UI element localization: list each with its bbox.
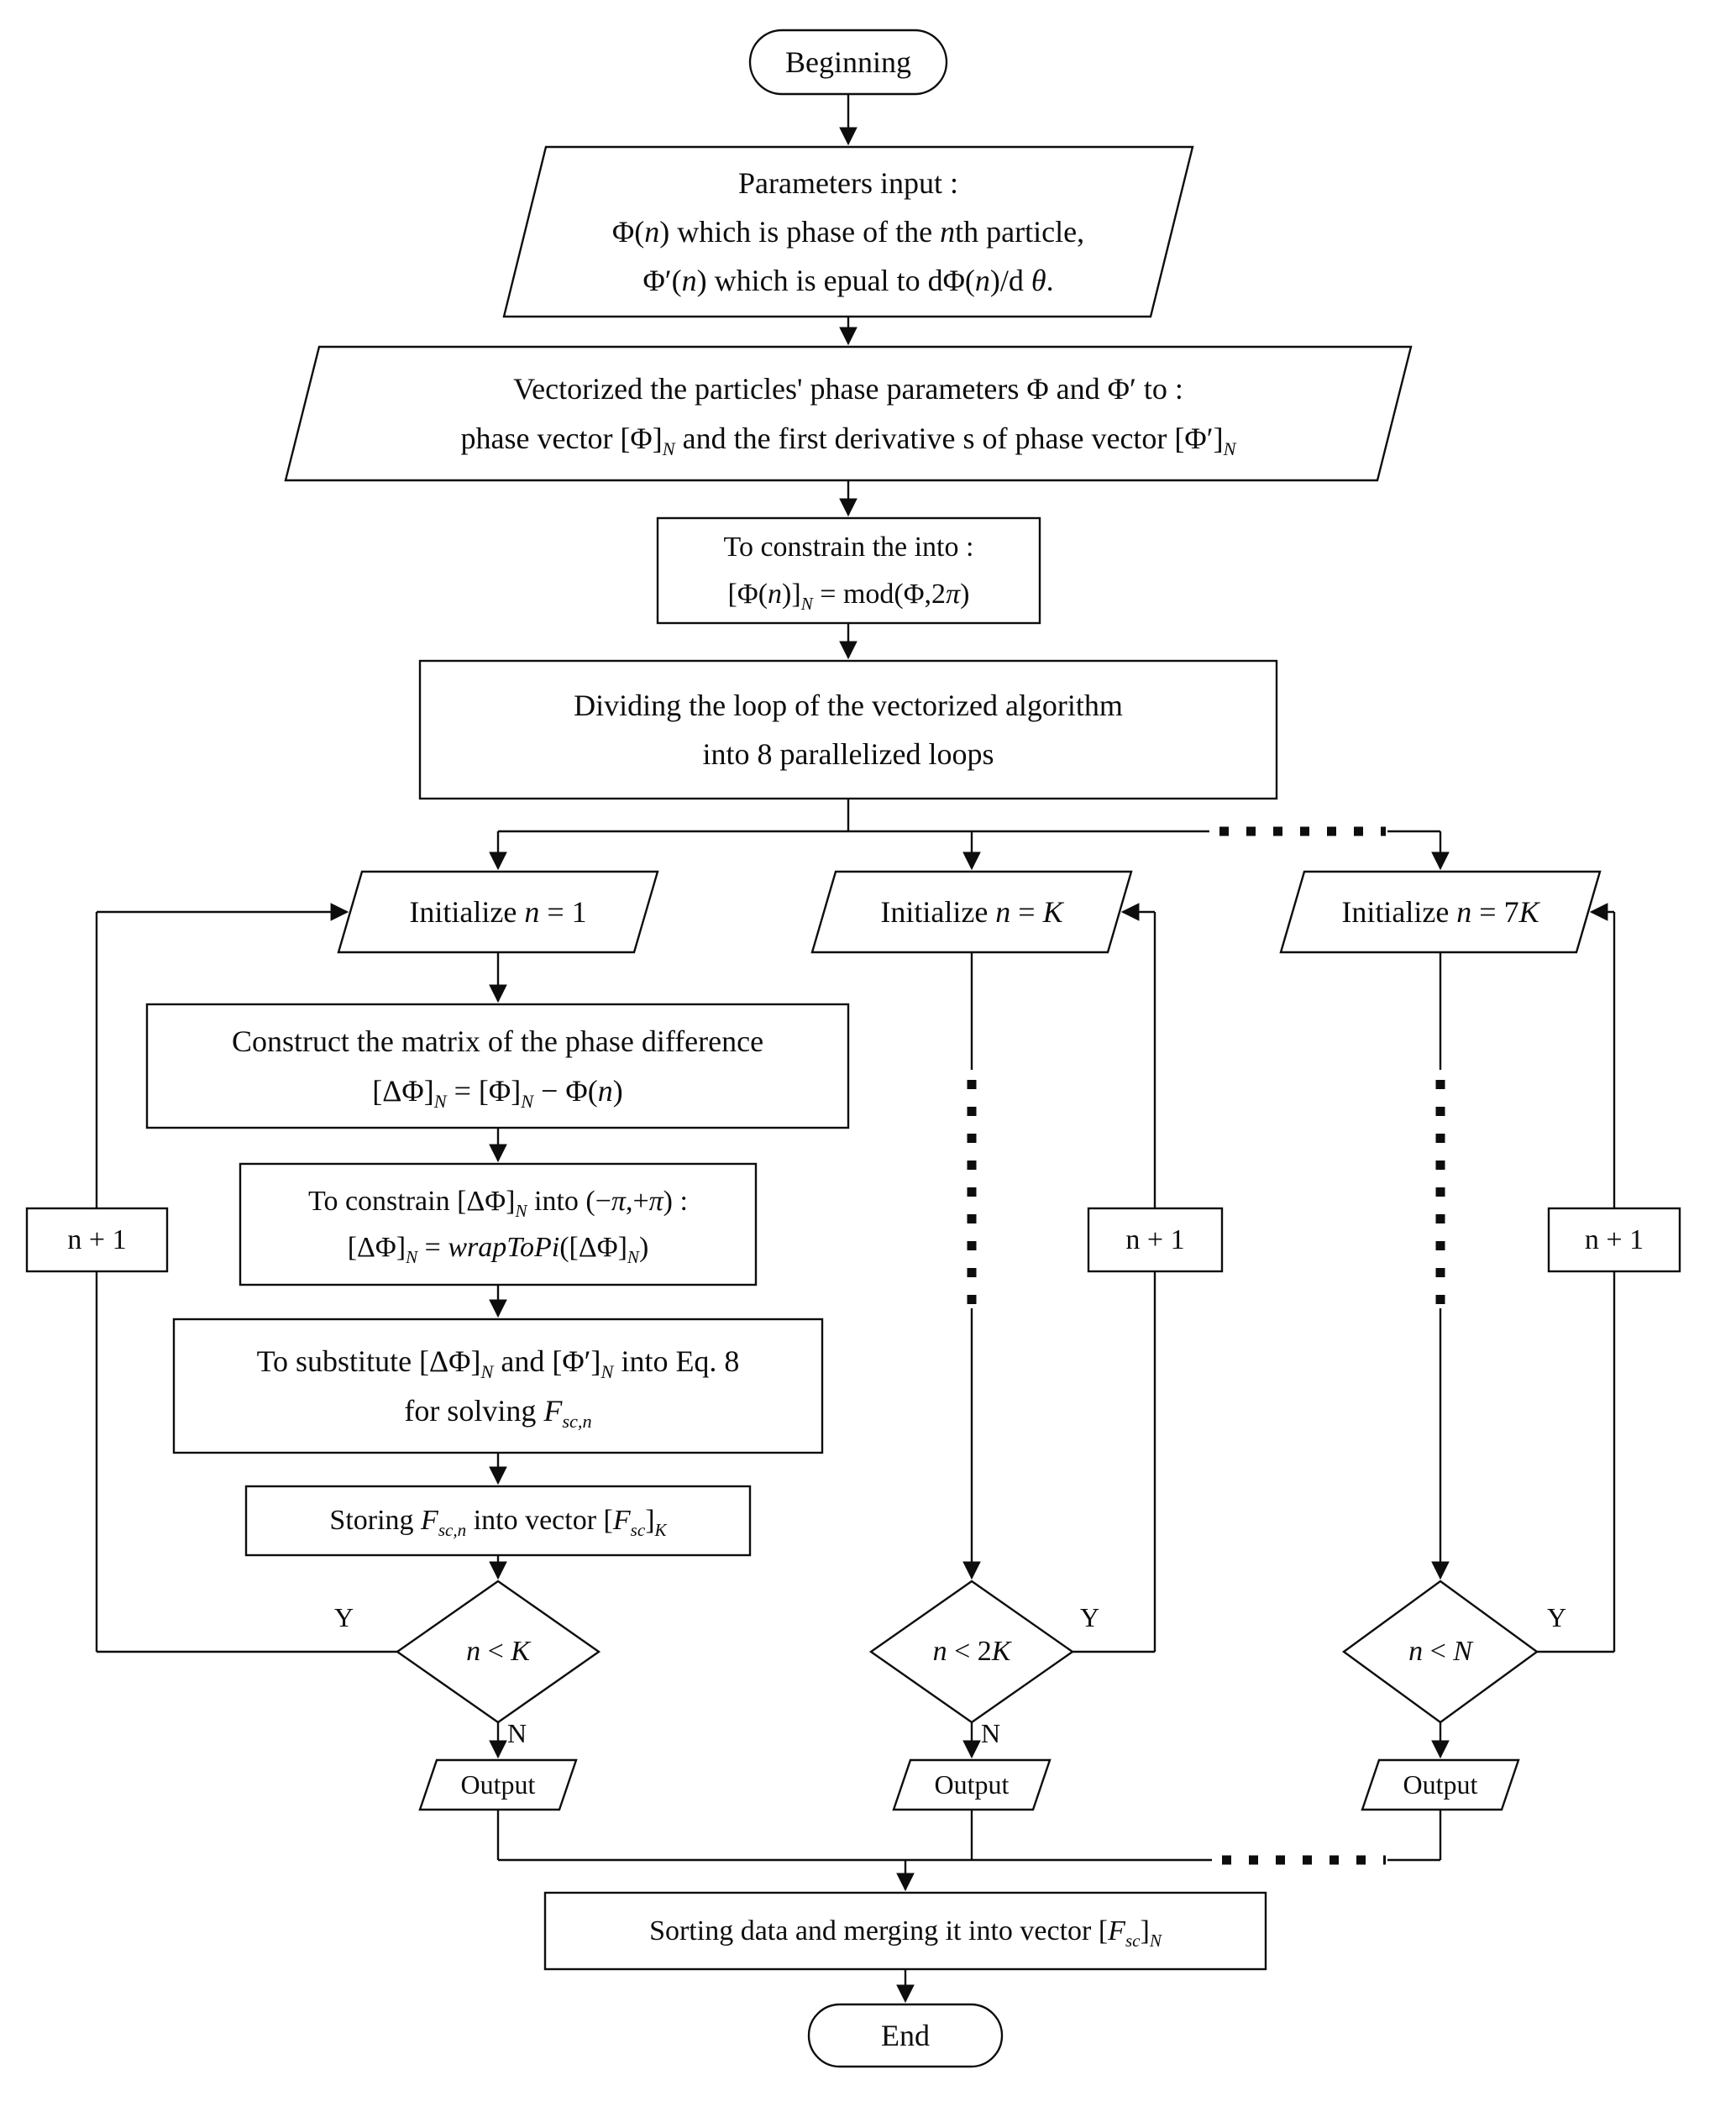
output1-node <box>420 1760 576 1810</box>
init1-node <box>338 872 658 952</box>
end-label: End <box>881 2018 930 2052</box>
substitute-line-1: To substitute $[\Delta\Phi]_N$ and $[\Phi']_N$ into Eq. 8 <box>256 1344 740 1383</box>
cond1-no-label: N <box>507 1718 527 1748</box>
output2-node <box>894 1760 1050 1810</box>
increment1-label: n + 1 <box>67 1223 127 1255</box>
params-line-1: Parameters input : <box>738 165 958 200</box>
increment3-node <box>1549 1208 1680 1271</box>
cond2-no-label: N <box>981 1718 1001 1748</box>
vectorize-node <box>302 352 1394 475</box>
start-label: Beginning <box>785 45 911 79</box>
constrain-phase-node <box>662 522 1036 619</box>
output3-label: Output <box>1403 1768 1478 1800</box>
wrap-line-2: $[\Delta\Phi]_N$ = $wrapToPi([\Delta\Phi]_N)$ <box>347 1232 649 1267</box>
sorting-label: Sorting data and merging it into vector $[F_{sc}]_N$ <box>649 1915 1162 1951</box>
wrap-line-1: To constrain $[\Delta\Phi]_N$ into (−π,+π) : <box>308 1185 688 1221</box>
init2-node <box>812 872 1131 952</box>
construct-line-1: Construct the matrix of the phase difference <box>231 1024 764 1059</box>
construct-matrix-node <box>155 1009 840 1123</box>
cond1-yes-label: Y <box>334 1602 354 1632</box>
sorting-node <box>553 1893 1257 1969</box>
start-node <box>750 30 947 94</box>
vectorize-line-1: Vectorized the particles' phase parameters Φ and Φ′ to : <box>513 372 1183 406</box>
init3-node <box>1281 872 1600 952</box>
params-input-node <box>517 155 1180 309</box>
end-node <box>809 2004 1002 2067</box>
constrain-line-2: $[\Phi(n)]_N = mod(\Phi,2\pi)$ <box>727 578 970 614</box>
storing-node <box>246 1486 750 1555</box>
cond3-node <box>1344 1581 1537 1722</box>
constrain-line-1: To constrain the into : <box>723 532 974 563</box>
substitute-line-2: for solving $F_{sc,n}$ <box>404 1393 592 1432</box>
cond3-yes-label: Y <box>1547 1602 1567 1632</box>
storing-label: Storing $F_{sc,n}$ into vector $[F_{sc}]_K$ <box>329 1505 667 1541</box>
increment1-node <box>27 1208 167 1271</box>
params-line-2: Φ(n) which is phase of the nth particle, <box>611 214 1085 249</box>
cond3-label: n < N <box>1408 1636 1472 1668</box>
increment2-node <box>1088 1208 1222 1271</box>
output2-label: Output <box>934 1768 1010 1800</box>
cond2-yes-label: Y <box>1080 1602 1100 1632</box>
substitute-node <box>182 1324 814 1448</box>
increment3-label: n + 1 <box>1584 1223 1644 1255</box>
divide-line-1: Dividing the loop of the vectorized algorithm <box>574 688 1123 722</box>
output3-node <box>1362 1760 1518 1810</box>
vectorize-line-2: phase vector $[\Phi]_N$ and the first derivative s of phase vector $[\Phi']_N$ <box>460 421 1236 459</box>
init2-label: Initialize n = K <box>880 894 1063 929</box>
init3-label: Initialize n = 7K <box>1341 894 1539 929</box>
cond1-node <box>397 1581 599 1722</box>
divide-line-2: into 8 parallelized loops <box>702 737 994 771</box>
construct-line-2: $[\Delta\Phi]_N = [\Phi]_N - \Phi(n)$ <box>372 1073 623 1112</box>
increment2-label: n + 1 <box>1125 1223 1185 1255</box>
divide-loops-node <box>428 666 1268 794</box>
init1-label: Initialize n = 1 <box>409 894 587 929</box>
cond2-node <box>871 1581 1073 1722</box>
wrap-node <box>249 1169 747 1280</box>
output1-label: Output <box>460 1768 536 1800</box>
cond1-label: n < K <box>466 1636 530 1668</box>
params-line-3: Φ′(n) which is epual to dΦ(n)/d θ. <box>642 264 1054 298</box>
cond2-label: n < 2K <box>932 1636 1011 1668</box>
